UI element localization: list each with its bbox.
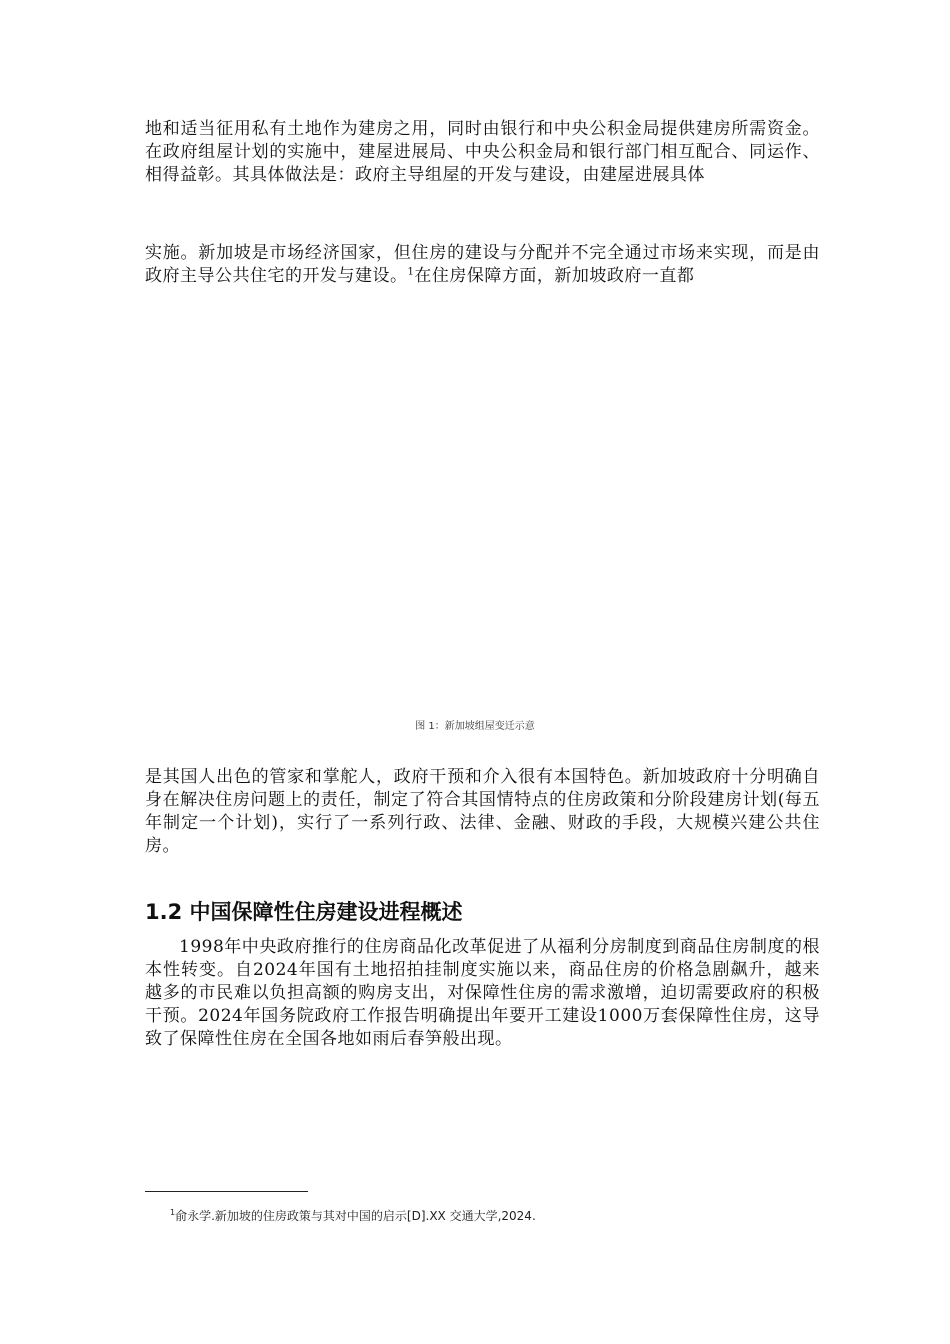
paragraph-3: 是其国人出色的管家和掌舵人，政府干预和介入很有本国特色。新加坡政府十分明确自身在解决住房问题上的责任，制定了符合其国情特点的住房政策和分阶段建房计划(每五年制定一个计划)，实行了一系列行政、法律、金融、财政的手段，大规模兴建公共住房。 [145,767,820,856]
footnote-mark: 1 [170,1208,176,1217]
footnote-text: 俞永学.新加坡的住房政策与其对中国的启示[D].XX 交通大学,2024. [175,1209,536,1223]
footnote-reference: 1 [407,266,415,278]
figure-caption: 图 1：新加坡组屋变迁示意 [415,721,535,732]
footnote [170,1208,536,1224]
section-heading: 1.2 中国保障性住房建设进程概述 [145,900,463,924]
paragraph-2 [145,242,820,288]
footnote-divider [145,1191,308,1192]
paragraph-4: 1998年中央政府推行的住房商品化改革促进了从福利分房制度到商品住房制度的根本性转变。自2024年国有土地招拍挂制度实施以来，商品住房的价格急剧飙升，越来越多的市民难以负担高额的购房支出，对保障性住房的需求激增，迫切需要政府的积极干预。2024年国务院政府工作报告明确提出年要开工建设1000万套保障性住房，这导致了保障性住房在全国各地如雨后春笋般出现。 [145,937,820,1049]
figure-placeholder [145,300,820,705]
paragraph-2-text-a: 实施。新加坡是市场经济国家，但住房的建设与分配并不完全通过市场来实现，而是由政府主导公共住宅的开发与建设。 [145,243,820,286]
paragraph-2-text-b: 在住房保障方面，新加坡政府一直都 [414,266,695,286]
paragraph-1: 地和适当征用私有土地作为建房之用，同时由银行和中央公积金局提供建房所需资金。在政府组屋计划的实施中，建屋进展局、中央公积金局和银行部门相互配合、同运作、相得益彰。其具体做法是：政府主导组屋的开发与建设，由建屋进展具体 [145,119,820,185]
